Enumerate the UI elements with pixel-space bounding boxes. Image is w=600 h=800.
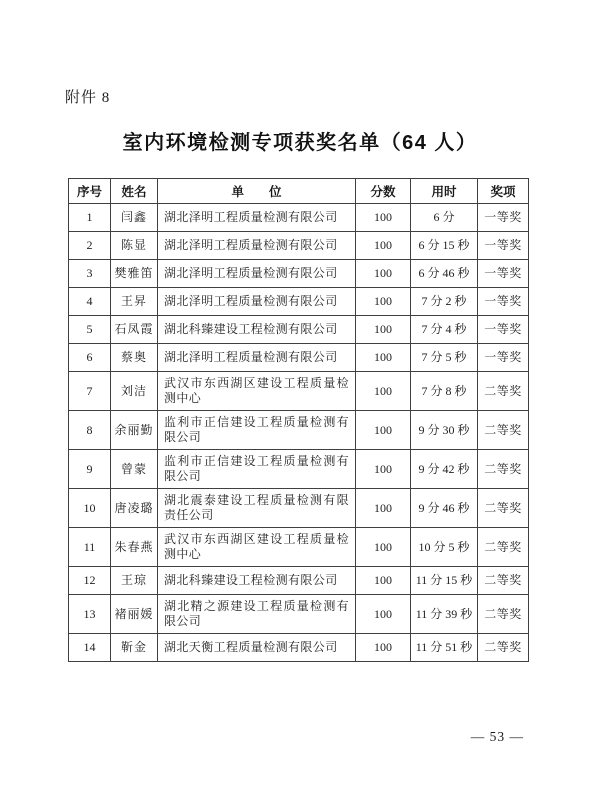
cell-no: 10 [69,489,111,528]
table-row [69,232,529,260]
cell-score: 100 [356,634,411,662]
cell-award: 二等奖 [478,528,529,567]
cell-score: 100 [356,232,411,260]
column-header: 分数 [356,179,411,204]
cell-name: 朱春燕 [111,528,158,567]
table-row [69,450,529,489]
cell-unit: 湖北精之源建设工程质量检测有限公司 [158,595,356,634]
page-number: — 53 — [470,729,524,744]
cell-name: 褚丽媛 [111,595,158,634]
cell-name: 余丽勤 [111,411,158,450]
cell-no: 11 [69,528,111,567]
cell-award: 一等奖 [478,204,529,232]
cell-time: 11 分 15 秒 [411,567,478,595]
cell-name: 樊雅笛 [111,260,158,288]
cell-award: 一等奖 [478,344,529,372]
table-row [69,204,529,232]
cell-award: 一等奖 [478,232,529,260]
cell-time: 9 分 42 秒 [411,450,478,489]
cell-time: 7 分 8 秒 [411,372,478,411]
cell-no: 6 [69,344,111,372]
cell-score: 100 [356,260,411,288]
cell-unit: 监利市正信建设工程质量检测有限公司 [158,411,356,450]
cell-no: 9 [69,450,111,489]
cell-time: 11 分 39 秒 [411,595,478,634]
cell-no: 4 [69,288,111,316]
cell-score: 100 [356,567,411,595]
cell-name: 闫鑫 [111,204,158,232]
column-header: 用时 [411,179,478,204]
cell-award: 一等奖 [478,316,529,344]
column-header: 序号 [69,179,111,204]
cell-score: 100 [356,489,411,528]
column-header: 奖项 [478,179,529,204]
cell-no: 13 [69,595,111,634]
cell-no: 8 [69,411,111,450]
table-row [69,288,529,316]
cell-award: 二等奖 [478,595,529,634]
table-body [69,204,529,662]
cell-name: 石凤霞 [111,316,158,344]
cell-time: 6 分 46 秒 [411,260,478,288]
cell-award: 二等奖 [478,567,529,595]
cell-award: 一等奖 [478,288,529,316]
cell-score: 100 [356,204,411,232]
cell-time: 10 分 5 秒 [411,528,478,567]
page-title: 室内环境检测专项获奖名单（64 人） [122,132,478,154]
cell-time: 6 分 [411,204,478,232]
cell-time: 11 分 51 秒 [411,634,478,662]
attachment-label: 附件 8 [65,90,111,106]
cell-time: 9 分 30 秒 [411,411,478,450]
cell-unit: 湖北震泰建设工程质量检测有限责任公司 [158,489,356,528]
cell-unit: 湖北泽明工程质量检测有限公司 [158,288,356,316]
table-header [69,179,529,204]
cell-name: 陈显 [111,232,158,260]
cell-name: 王琼 [111,567,158,595]
cell-unit: 湖北天衡工程质量检测有限公司 [158,634,356,662]
cell-name: 王昇 [111,288,158,316]
cell-unit: 湖北泽明工程质量检测有限公司 [158,344,356,372]
cell-unit: 监利市正信建设工程质量检测有限公司 [158,450,356,489]
cell-unit: 湖北科臻建设工程检测有限公司 [158,316,356,344]
cell-time: 6 分 15 秒 [411,232,478,260]
cell-score: 100 [356,528,411,567]
cell-no: 12 [69,567,111,595]
cell-unit: 武汉市东西湖区建设工程质量检测中心 [158,528,356,567]
cell-name: 靳金 [111,634,158,662]
cell-no: 3 [69,260,111,288]
cell-unit: 武汉市东西湖区建设工程质量检测中心 [158,372,356,411]
table-row [69,260,529,288]
cell-time: 7 分 5 秒 [411,344,478,372]
table-row [69,595,529,634]
table-row [69,411,529,450]
cell-score: 100 [356,411,411,450]
table-row [69,528,529,567]
cell-no: 1 [69,204,111,232]
table-row [69,372,529,411]
cell-unit: 湖北泽明工程质量检测有限公司 [158,204,356,232]
table-row [69,634,529,662]
cell-award: 二等奖 [478,489,529,528]
cell-name: 刘洁 [111,372,158,411]
cell-score: 100 [356,450,411,489]
cell-score: 100 [356,372,411,411]
cell-award: 二等奖 [478,411,529,450]
cell-award: 二等奖 [478,450,529,489]
cell-unit: 湖北泽明工程质量检测有限公司 [158,260,356,288]
cell-name: 蔡奥 [111,344,158,372]
cell-no: 2 [69,232,111,260]
table-row [69,316,529,344]
cell-no: 7 [69,372,111,411]
table-row [69,489,529,528]
cell-name: 曾蒙 [111,450,158,489]
table-header-row [69,179,529,204]
cell-score: 100 [356,288,411,316]
cell-score: 100 [356,344,411,372]
cell-no: 14 [69,634,111,662]
cell-score: 100 [356,316,411,344]
cell-time: 7 分 4 秒 [411,316,478,344]
cell-name: 唐凌璐 [111,489,158,528]
cell-unit: 湖北科臻建设工程检测有限公司 [158,567,356,595]
cell-score: 100 [356,595,411,634]
award-table [68,178,529,662]
column-header: 单 位 [158,179,356,204]
cell-unit: 湖北泽明工程质量检测有限公司 [158,232,356,260]
column-header: 姓名 [111,179,158,204]
cell-time: 9 分 46 秒 [411,489,478,528]
cell-award: 二等奖 [478,372,529,411]
cell-award: 一等奖 [478,260,529,288]
table-row [69,344,529,372]
cell-award: 二等奖 [478,634,529,662]
cell-time: 7 分 2 秒 [411,288,478,316]
cell-no: 5 [69,316,111,344]
table-row [69,567,529,595]
